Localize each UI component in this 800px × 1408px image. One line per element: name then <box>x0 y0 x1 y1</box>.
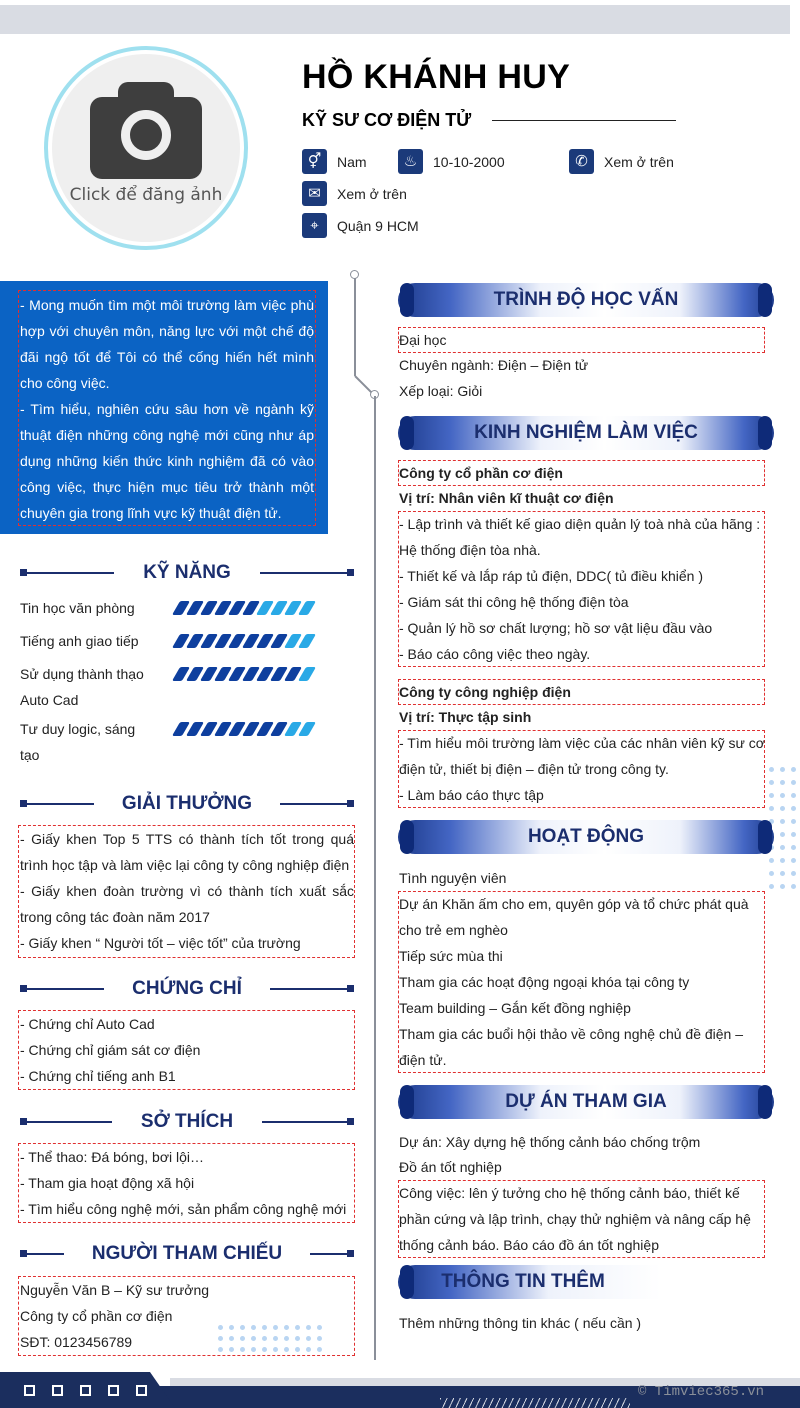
decorative-dot <box>780 806 785 811</box>
activity-item: Tham gia các buổi hội thảo về công nghệ chủ đề điện – <box>399 1026 744 1042</box>
heading-rule <box>270 988 354 990</box>
decorative-dot <box>218 1325 223 1330</box>
decorative-dot <box>262 1347 267 1352</box>
decorative-dot <box>791 845 796 850</box>
company-name: Công ty cổ phần cơ điện <box>399 465 563 481</box>
career-objective-text <box>20 292 314 526</box>
reference-item: Nguyễn Văn B – Kỹ sư trưởng <box>20 1282 210 1298</box>
objective-line: - Mong muốn tìm một môi trường làm việc phù hợp với chuyên môn, năng lực với một chế độ đãi ngộ tốt để Tôi có thể cống hiến hết mình cho công việc. <box>20 297 314 391</box>
decorative-dot <box>229 1347 234 1352</box>
objective-line: - Tìm hiểu, nghiên cứu sâu hơn về ngành kỹ thuật điện những công nghệ mới cũng như áp dụng những kiến thức kinh nghiệm đã có vào công việc, thực hiện mục tiêu trở thành một chuyên gia trong lĩnh vực kỹ thuật điện tử. <box>20 401 314 521</box>
heading-rule <box>20 988 104 990</box>
experience-heading: KINH NGHIỆM LÀM VIỆC <box>474 422 698 443</box>
hobby-item: - Tham gia hoạt động xã hội <box>20 1175 195 1191</box>
duty-item: - Lập trình và thiết kế giao diện quản lý toà nhà của hãng : <box>399 516 761 532</box>
decorative-dot <box>791 819 796 824</box>
skill-name: Tiếng anh giao tiếp <box>20 633 139 649</box>
footer-square-icon <box>80 1385 91 1396</box>
references-heading: NGƯỜI THAM CHIẾU <box>91 1243 283 1264</box>
decorative-dot <box>295 1347 300 1352</box>
heading-dot <box>347 1250 354 1257</box>
activity-item: cho trẻ em nghèo <box>399 922 508 938</box>
certificates-list <box>20 1011 354 1089</box>
skill-name: Tin học văn phòng <box>20 600 135 616</box>
heading-rule <box>262 1121 354 1123</box>
decorative-dot <box>780 767 785 772</box>
decorative-dot <box>240 1336 245 1341</box>
camera-lens-icon <box>121 110 171 160</box>
decorative-dot <box>262 1336 267 1341</box>
decorative-dot <box>791 767 796 772</box>
decorative-dot <box>791 884 796 889</box>
decorative-dot <box>240 1325 245 1330</box>
email-value: Xem ở trên <box>337 186 407 202</box>
project-name: Dự án: Xây dựng hệ thống cảnh báo chống trộm <box>399 1134 701 1150</box>
heading-rule <box>20 803 94 805</box>
activity-item: điện tử. <box>399 1052 447 1068</box>
decorative-dot <box>273 1325 278 1330</box>
duty-item: - Quản lý hồ sơ chất lượng; hồ sơ vật liệu đầu vào <box>399 620 713 636</box>
decorative-dot <box>791 806 796 811</box>
heading-dot <box>347 569 354 576</box>
project-detail-line: thống cảnh báo. Báo cáo đồ án tốt nghiệp <box>399 1237 659 1253</box>
certificates-heading: CHỨNG CHỈ <box>132 978 242 999</box>
job-position: Vị trí: Thực tập sinh <box>399 709 532 725</box>
decorative-dot <box>306 1347 311 1352</box>
timeline-line <box>374 396 376 1360</box>
job-title: KỸ SƯ CƠ ĐIỆN TỬ <box>302 110 472 130</box>
certificate-item: - Chứng chỉ Auto Cad <box>20 1016 155 1032</box>
duty-item: - Tìm hiểu môi trường làm việc của các nhân viên kỹ sư cơ <box>399 735 765 751</box>
footer-stripes <box>440 1398 630 1408</box>
skill-name: Tư duy logic, sáng tạo <box>20 721 136 763</box>
activity-item: Tiếp sức mùa thi <box>399 948 503 964</box>
decorative-dot <box>780 845 785 850</box>
skill-bar <box>176 722 312 736</box>
hobbies-list <box>20 1144 354 1222</box>
awards-heading: GIẢI THƯỞNG <box>121 793 253 814</box>
footer-square-icon <box>108 1385 119 1396</box>
decorative-dot <box>240 1347 245 1352</box>
decorative-dot <box>791 780 796 785</box>
decorative-dot <box>780 793 785 798</box>
duty-item: điện tử, thiết bị điện – điện tử trong công ty. <box>399 761 669 777</box>
heading-dot <box>347 800 354 807</box>
timeline-dot <box>350 270 359 279</box>
project-details <box>399 1180 765 1258</box>
gender-icon: ⚥ <box>302 149 327 174</box>
education-heading: TRÌNH ĐỘ HỌC VẤN <box>493 289 679 310</box>
project-detail-line: phần cứng và lập trình, chạy thử nghiệm và nâng cấp hệ <box>399 1211 751 1227</box>
decorative-dot <box>791 858 796 863</box>
upload-photo-label[interactable]: Click để đăng ảnh <box>69 185 223 205</box>
phone-icon: ✆ <box>569 149 594 174</box>
title-underline <box>492 120 676 121</box>
education-grade: Xếp loại: Giỏi <box>399 383 483 399</box>
hobby-item: - Tìm hiểu công nghệ mới, sản phẩm công nghệ mới <box>20 1201 347 1217</box>
decorative-dot <box>769 767 774 772</box>
footer-square-icon <box>52 1385 63 1396</box>
envelope-icon: ✉ <box>302 181 327 206</box>
decorative-dot <box>791 871 796 876</box>
activities-heading: HOẠT ĐỘNG <box>527 826 645 847</box>
thesis-title: Đồ án tốt nghiệp <box>399 1159 502 1175</box>
decorative-dot <box>295 1336 300 1341</box>
decorative-dot <box>295 1325 300 1330</box>
reference-item: Công ty cổ phần cơ điện <box>20 1308 173 1324</box>
activities-header <box>398 820 774 854</box>
duty-item: - Báo cáo công việc theo ngày. <box>399 646 591 662</box>
candidate-name: HỒ KHÁNH HUY <box>302 58 571 96</box>
duty-item: - Làm báo cáo thực tập <box>399 787 544 803</box>
footer-square-icon <box>24 1385 35 1396</box>
decorative-dot <box>251 1336 256 1341</box>
activity-item: Team building – Gắn kết đồng nghiệp <box>399 1000 631 1016</box>
more-info-text: Thêm những thông tin khác ( nếu cần ) <box>399 1315 642 1331</box>
decorative-dot <box>780 819 785 824</box>
decorative-dot <box>229 1336 234 1341</box>
decorative-dot <box>769 884 774 889</box>
award-item: - Giấy khen Top 5 TTS có thành tích tốt trong quá trình học tập và làm việc lại công ty công nghiệp điện <box>20 831 354 873</box>
location-pin-icon: ⌖ <box>302 213 327 238</box>
job-position: Vị trí: Nhân viên kĩ thuật cơ điện <box>399 490 614 506</box>
skill-bar <box>176 601 312 615</box>
decorative-dot <box>780 780 785 785</box>
decorative-dot <box>317 1347 322 1352</box>
gender-value: Nam <box>337 154 367 170</box>
footer-square-icon <box>136 1385 147 1396</box>
award-item: - Giấy khen đoàn trường vì có thành tích xuất sắc trong công tác đoàn năm 2017 <box>20 883 354 925</box>
decorative-dot <box>317 1325 322 1330</box>
skill-bar <box>176 634 312 648</box>
decorative-dot <box>306 1325 311 1330</box>
education-header <box>398 283 774 317</box>
decorative-dot <box>229 1325 234 1330</box>
education-level: Đại học <box>399 332 447 348</box>
heading-rule <box>280 803 354 805</box>
duty-item: Hệ thống điện tòa nhà. <box>399 542 541 558</box>
awards-list <box>20 826 354 956</box>
skills-heading: KỸ NĂNG <box>143 562 231 583</box>
decorative-dot <box>769 871 774 876</box>
certificate-item: - Chứng chỉ tiếng anh B1 <box>20 1068 176 1084</box>
skill-name: Sử dụng thành thạo Auto Cad <box>20 666 144 708</box>
education-level-box <box>398 327 765 353</box>
cake-icon: ♨ <box>398 149 423 174</box>
duty-item: - Giám sát thi công hệ thống điện tòa <box>399 594 629 610</box>
duty-item: - Thiết kế và lắp ráp tủ điện, DDC( tủ điều khiển ) <box>399 568 704 584</box>
decorative-dot <box>769 858 774 863</box>
heading-rule <box>20 1253 64 1255</box>
heading-dot <box>347 985 354 992</box>
decorative-dot <box>251 1347 256 1352</box>
heading-rule <box>260 572 354 574</box>
education-major: Chuyên ngành: Điện – Điện tử <box>399 357 589 373</box>
certificate-item: - Chứng chỉ giám sát cơ điện <box>20 1042 201 1058</box>
address-value: Quận 9 HCM <box>337 218 419 234</box>
decorative-dot <box>284 1325 289 1330</box>
timeline-connector <box>354 276 356 376</box>
decorative-dot <box>780 871 785 876</box>
decorative-dot <box>791 793 796 798</box>
decorative-dot <box>780 832 785 837</box>
more-info-heading: THÔNG TIN THÊM <box>441 1271 605 1292</box>
decorative-dot <box>769 806 774 811</box>
copyright-text: © Timviec365.vn <box>638 1384 765 1400</box>
decorative-dot <box>769 793 774 798</box>
decorative-dot-grid <box>218 1325 322 1352</box>
decorative-dot <box>262 1325 267 1330</box>
duties-list <box>399 511 765 667</box>
decorative-dot <box>218 1347 223 1352</box>
decorative-dot <box>218 1336 223 1341</box>
activities-list <box>399 891 765 1073</box>
decorative-dot <box>769 780 774 785</box>
hobbies-heading: SỞ THÍCH <box>140 1111 234 1132</box>
decorative-dot <box>273 1336 278 1341</box>
birthday-value: 10-10-2000 <box>433 154 505 170</box>
decorative-dot <box>317 1336 322 1341</box>
award-item: - Giấy khen “ Người tốt – việc tốt” của trường <box>20 935 301 951</box>
decorative-dot <box>780 858 785 863</box>
company-name: Công ty công nghiệp điện <box>399 684 571 700</box>
top-bar <box>0 5 790 34</box>
experience-header <box>398 416 774 450</box>
activity-title: Tình nguyện viên <box>399 870 507 886</box>
heading-rule <box>20 1121 112 1123</box>
decorative-dot <box>306 1336 311 1341</box>
phone-value: Xem ở trên <box>604 154 674 170</box>
decorative-dot <box>780 884 785 889</box>
activity-item: Tham gia các hoạt động ngoại khóa tại công ty <box>399 974 690 990</box>
hobby-item: - Thể thao: Đá bóng, bơi lội… <box>20 1149 205 1165</box>
activity-item: Dự án Khăn ấm cho em, quyên góp và tổ chức phát quà <box>399 896 749 912</box>
decorative-dot <box>284 1336 289 1341</box>
heading-rule <box>20 572 114 574</box>
duties-list <box>399 730 765 808</box>
decorative-dot <box>251 1325 256 1330</box>
reference-item: SĐT: 0123456789 <box>20 1334 133 1350</box>
decorative-dot <box>284 1347 289 1352</box>
projects-header <box>398 1085 774 1119</box>
more-info-header <box>398 1265 774 1299</box>
heading-dot <box>347 1118 354 1125</box>
projects-heading: DỰ ÁN THAM GIA <box>505 1091 667 1112</box>
decorative-dot <box>273 1347 278 1352</box>
project-detail-line: Công việc: lên ý tưởng cho hệ thống cảnh báo, thiết kế <box>399 1185 740 1201</box>
skill-bar <box>176 667 312 681</box>
decorative-dot <box>791 832 796 837</box>
